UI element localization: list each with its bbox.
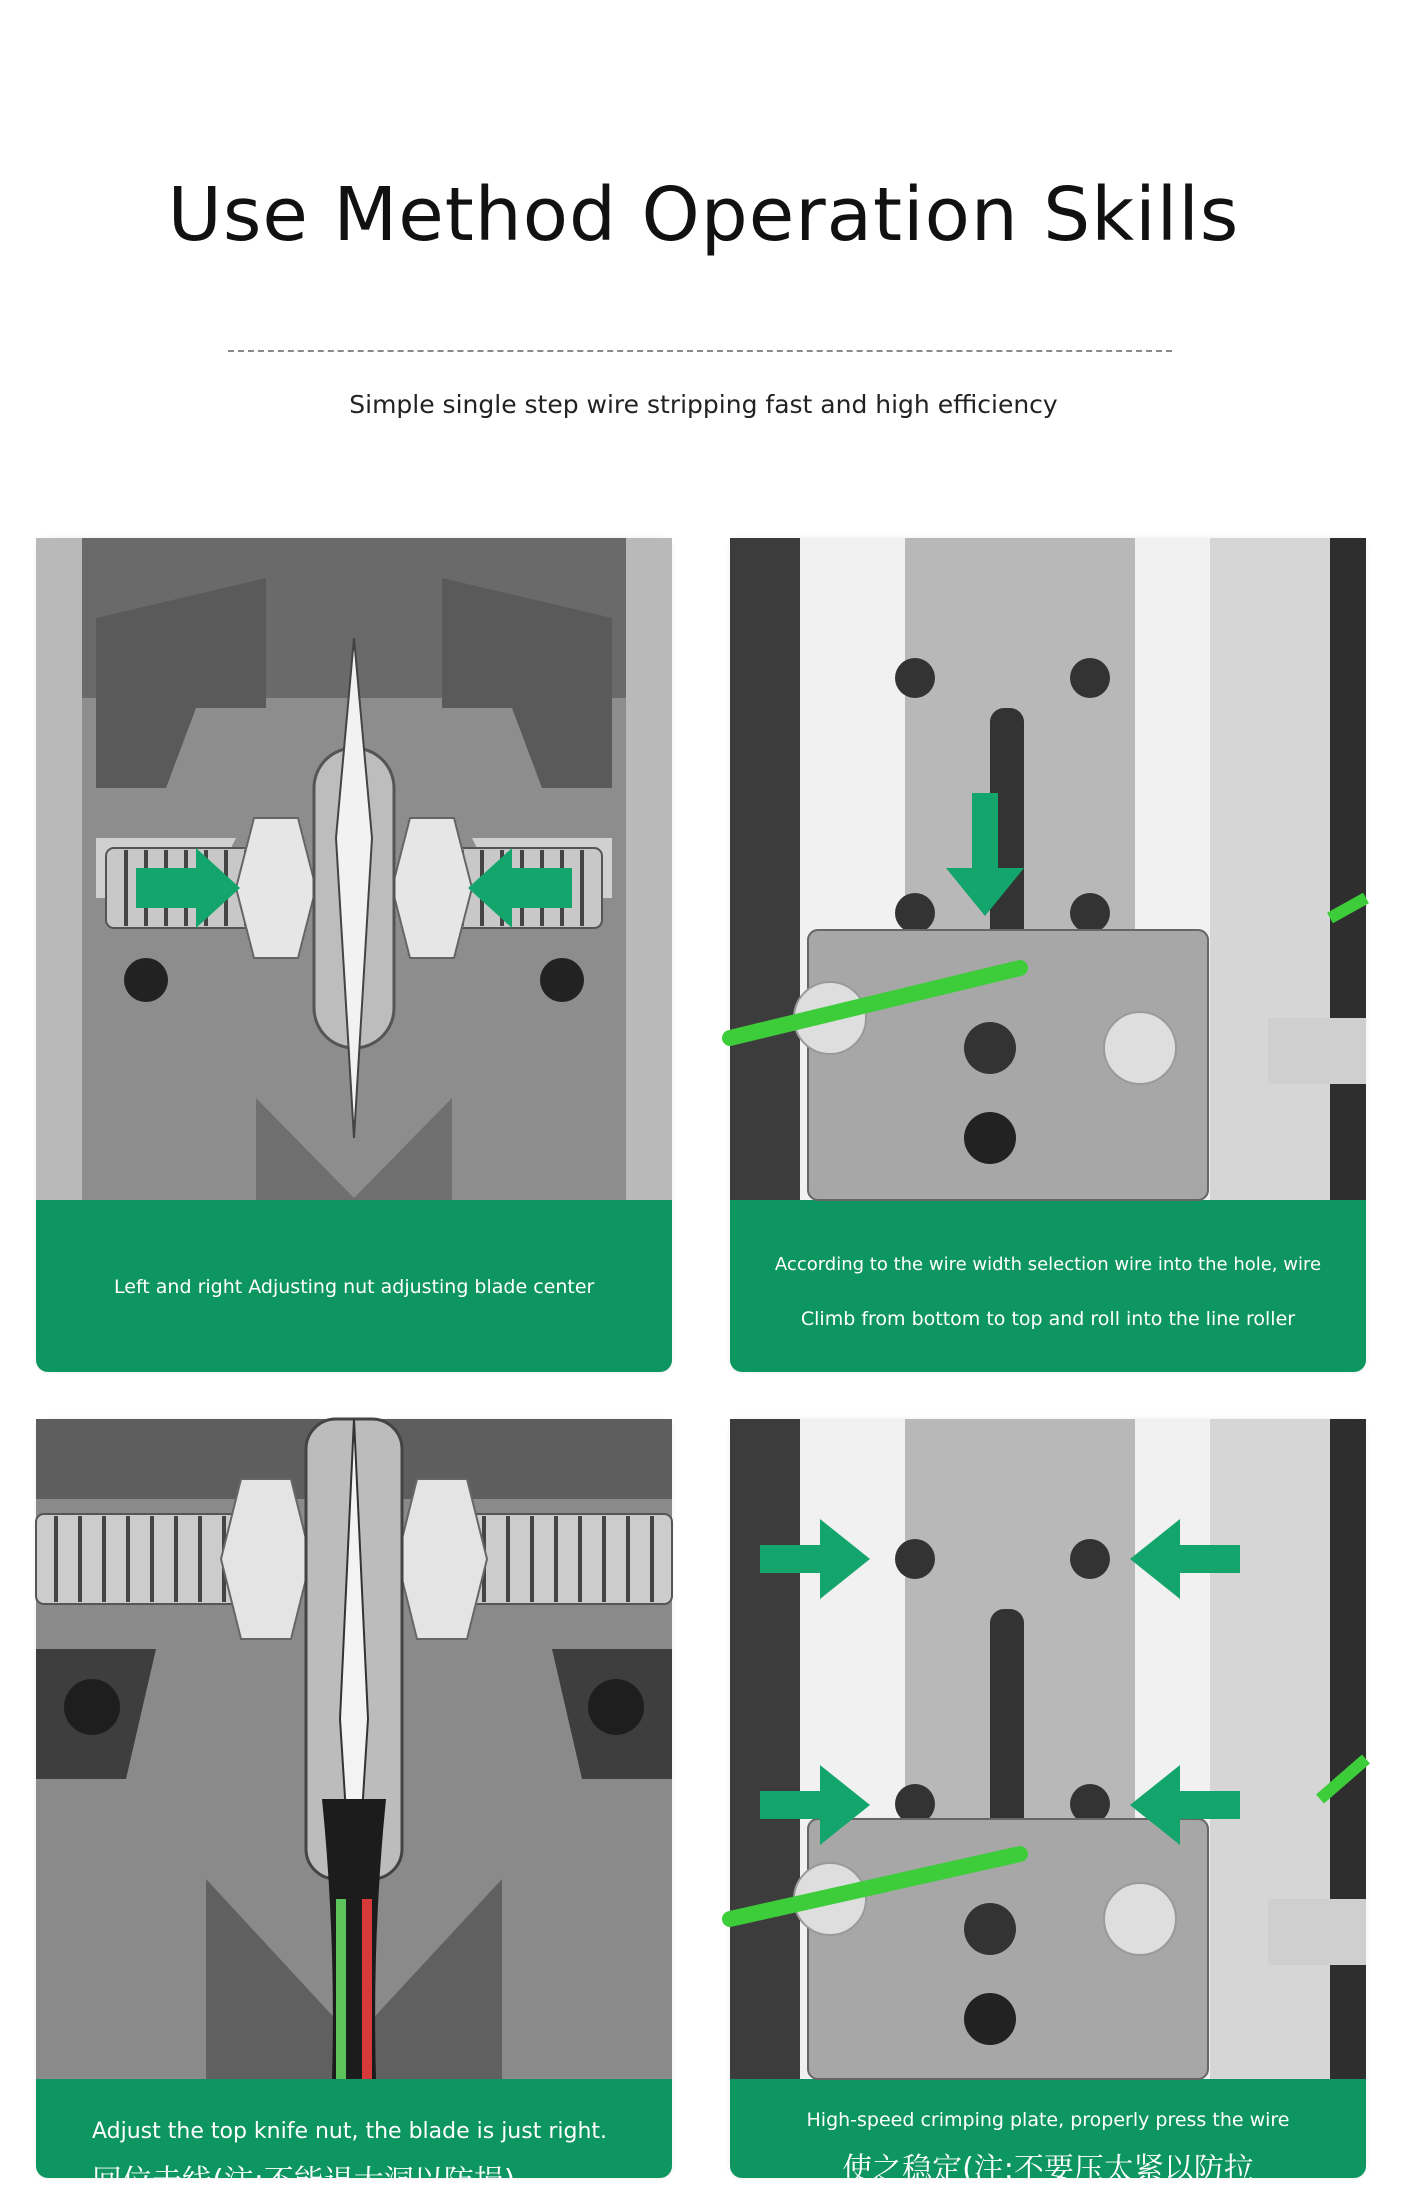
page-title: Use Method Operation Skills bbox=[167, 172, 1240, 258]
card-wire-into-hole bbox=[730, 538, 1366, 1372]
card-top-knife-nut bbox=[36, 1419, 672, 2199]
card-adjust-blade-center bbox=[36, 538, 672, 1372]
card-caption-line: Left and right Adjusting nut adjusting blade center bbox=[114, 1276, 595, 1298]
page-subtitle: Simple single step wire stripping fast and high efficiency bbox=[349, 390, 1058, 419]
top-knife-illustration bbox=[36, 1419, 672, 2079]
crimping-plate-illustration bbox=[730, 1419, 1366, 2079]
title-divider bbox=[228, 350, 1172, 352]
card-caption-line: Adjust the top knife nut, the blade is just right. bbox=[92, 2119, 608, 2144]
card-caption-line: High-speed crimping plate, properly press the wire bbox=[806, 2109, 1290, 2131]
wire-hole-illustration bbox=[730, 538, 1366, 1200]
card-caption-line: 使之稳定(注:不要压太紧以防拉 bbox=[842, 2152, 1254, 2187]
card-caption-line: According to the wire width selection wire into the hole, wire bbox=[774, 1254, 1322, 1275]
card-crimping-plate bbox=[730, 1419, 1366, 2187]
card-caption-line: 回位未线(注:不能退大洞以防损) bbox=[92, 2164, 516, 2199]
blade-nut-illustration bbox=[36, 538, 672, 1200]
card-caption-line: Climb from bottom to top and roll into the line roller bbox=[800, 1308, 1296, 1330]
